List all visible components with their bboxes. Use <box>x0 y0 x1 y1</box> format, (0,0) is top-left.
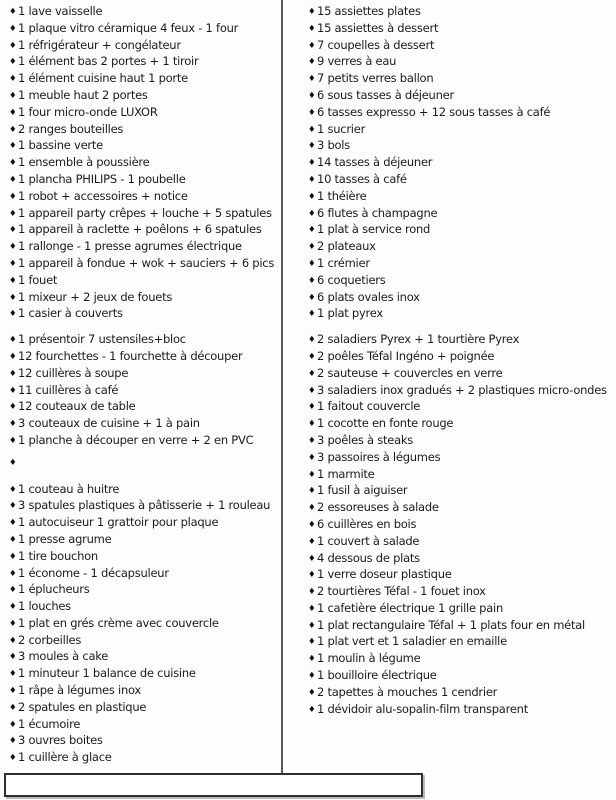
diamond-bullet-icon: ♦ <box>308 452 316 463</box>
list-item <box>9 398 282 415</box>
list-item <box>9 682 282 699</box>
list-item <box>9 497 282 514</box>
diamond-bullet-icon: ♦ <box>308 603 316 614</box>
right-column-list <box>308 3 616 717</box>
list-item-text: 15 assiettes à dessert <box>317 20 439 35</box>
diamond-bullet-icon: ♦ <box>308 519 316 530</box>
list-item-text: 12 cuillères à soupe <box>18 365 129 380</box>
list-item <box>308 466 616 483</box>
diamond-bullet-icon: ♦ <box>9 90 17 101</box>
list-item-text: 1 cocotte en fonte rouge <box>317 416 454 431</box>
list-item <box>308 3 616 20</box>
diamond-bullet-icon: ♦ <box>9 242 17 253</box>
list-item-text: 6 tasses expresso + 12 sous tasses à café <box>317 104 551 119</box>
list-item-text: 1 plat rectangulaire Téfal + 1 plats four en métal <box>317 617 585 632</box>
list-item <box>9 598 282 615</box>
list-group <box>9 3 282 322</box>
list-item-text: 1 presse agrume <box>18 531 112 546</box>
diamond-bullet-icon: ♦ <box>9 208 17 219</box>
list-item <box>9 581 282 598</box>
list-item-text: 2 ranges bouteilles <box>18 121 124 136</box>
diamond-bullet-icon: ♦ <box>308 704 316 715</box>
diamond-bullet-icon: ♦ <box>9 191 17 202</box>
list-item-text: 1 appareil party crêpes + louche + 5 spatules <box>18 205 272 220</box>
list-item <box>308 600 616 617</box>
list-item-text: 3 couteaux de cuisine + 1 à pain <box>18 416 200 431</box>
list-item <box>308 365 616 382</box>
list-item-text: 2 sauteuse + couvercles en verre <box>317 365 503 380</box>
diamond-bullet-icon: ♦ <box>308 158 316 169</box>
list-item <box>9 289 282 306</box>
list-item <box>9 221 282 238</box>
diamond-bullet-icon: ♦ <box>308 208 316 219</box>
diamond-bullet-icon: ♦ <box>308 469 316 480</box>
list-item-text: 1 fouet <box>18 272 58 287</box>
diamond-bullet-icon: ♦ <box>308 687 316 698</box>
list-item <box>9 548 282 565</box>
list-item-text: 2 tourtières Téfal - 1 fouet inox <box>317 584 486 599</box>
diamond-bullet-icon: ♦ <box>9 518 17 529</box>
list-item-text: 2 saladiers Pyrex + 1 tourtière Pyrex <box>317 332 520 347</box>
list-item-text: 3 poêles à steaks <box>317 432 414 447</box>
list-item-text: 14 tasses à déjeuner <box>317 155 433 170</box>
diamond-bullet-icon: ♦ <box>308 124 316 135</box>
list-item <box>308 255 616 272</box>
list-item <box>9 632 282 649</box>
diamond-bullet-icon: ♦ <box>308 654 316 665</box>
bottom-empty-box <box>4 773 423 797</box>
list-item <box>9 514 282 531</box>
diamond-bullet-icon: ♦ <box>9 158 17 169</box>
list-item-text: 2 essoreuses à salade <box>317 500 439 515</box>
list-item-text: 1 meuble haut 2 portes <box>18 87 148 102</box>
list-item <box>9 415 282 432</box>
diamond-bullet-icon: ♦ <box>9 385 17 396</box>
list-item-text: 1 économe - 1 décapsuleur <box>18 565 169 580</box>
list-item <box>9 331 282 348</box>
diamond-bullet-icon: ♦ <box>9 258 17 269</box>
diamond-bullet-icon: ♦ <box>308 486 316 497</box>
list-item-text: 1 plaque vitro céramique 4 feux - 1 four <box>18 20 239 35</box>
list-item-text: 2 plateaux <box>317 239 376 254</box>
list-item-text: 1 rallonge - 1 presse agrumes électrique <box>18 239 242 254</box>
list-item-text: 1 louches <box>18 599 71 614</box>
list-item-text: 9 verres à eau <box>317 54 397 69</box>
list-item-text: 1 présentoir 7 ustensiles+bloc <box>18 332 186 347</box>
list-item <box>9 432 282 449</box>
list-item <box>308 331 616 348</box>
list-item <box>308 154 616 171</box>
list-item <box>308 566 616 583</box>
list-item <box>308 53 616 70</box>
diamond-bullet-icon: ♦ <box>9 23 17 34</box>
list-item <box>308 516 616 533</box>
diamond-bullet-icon: ♦ <box>9 74 17 85</box>
diamond-bullet-icon: ♦ <box>308 402 316 413</box>
diamond-bullet-icon: ♦ <box>308 141 316 152</box>
list-item-text: 1 minuteur 1 balance de cuisine <box>18 666 196 681</box>
list-item <box>9 716 282 733</box>
list-item-text: 6 plats ovales inox <box>317 289 420 304</box>
list-item <box>308 272 616 289</box>
list-item-text: 1 éplucheurs <box>18 582 90 597</box>
diamond-bullet-icon: ♦ <box>9 686 17 697</box>
list-group <box>308 3 616 322</box>
list-item-text: 1 élément bas 2 portes + 1 tiroir <box>18 54 199 69</box>
list-item <box>308 617 616 634</box>
list-item <box>9 365 282 382</box>
list-item <box>308 398 616 415</box>
list-item-text: 1 cafetière électrique 1 grille pain <box>317 600 504 615</box>
diamond-bullet-icon: ♦ <box>308 309 316 320</box>
list-item <box>9 121 282 138</box>
diamond-bullet-icon: ♦ <box>308 553 316 564</box>
diamond-bullet-icon: ♦ <box>9 351 17 362</box>
list-item-text: 1 verre doseur plastique <box>317 567 452 582</box>
list-item <box>9 749 282 766</box>
diamond-bullet-icon: ♦ <box>308 258 316 269</box>
diamond-bullet-icon: ♦ <box>308 637 316 648</box>
list-item-text: 1 moulin à légume <box>317 651 421 666</box>
list-item <box>9 104 282 121</box>
list-item <box>9 238 282 255</box>
list-item-text: 1 autocuiseur 1 grattoir pour plaque <box>18 515 219 530</box>
list-item <box>308 137 616 154</box>
list-group <box>9 481 282 767</box>
list-item-text: 1 cuillère à glace <box>18 750 112 765</box>
diamond-bullet-icon: ♦ <box>9 702 17 713</box>
diamond-bullet-icon: ♦ <box>9 40 17 51</box>
list-item <box>308 550 616 567</box>
diamond-bullet-icon: ♦ <box>9 501 17 512</box>
list-item <box>9 382 282 399</box>
list-item <box>308 533 616 550</box>
list-item-text: 2 corbeilles <box>18 632 82 647</box>
list-item-text: 1 bassine verte <box>18 138 103 153</box>
list-item <box>9 732 282 749</box>
list-item <box>9 3 282 20</box>
diamond-bullet-icon: ♦ <box>9 402 17 413</box>
list-item-text: 1 fusil à aiguiser <box>317 483 408 498</box>
list-item <box>9 648 282 665</box>
list-item-text: 7 petits verres ballon <box>317 71 434 86</box>
list-item <box>9 205 282 222</box>
list-item <box>308 121 616 138</box>
list-item-text: 1 marmite <box>317 466 375 481</box>
list-item <box>9 699 282 716</box>
list-item-text: 1 plancha PHILIPS - 1 poubelle <box>18 171 186 186</box>
diamond-bullet-icon: ♦ <box>9 292 17 303</box>
list-item <box>9 37 282 54</box>
list-item <box>9 481 282 498</box>
diamond-bullet-icon: ♦ <box>308 671 316 682</box>
list-item <box>308 305 616 322</box>
list-item <box>308 583 616 600</box>
list-item-text: 2 tapettes à mouches 1 cendrier <box>317 684 498 699</box>
diamond-bullet-icon: ♦ <box>9 7 17 17</box>
list-item <box>308 238 616 255</box>
list-item <box>9 565 282 582</box>
list-item-text: 1 casier à couverts <box>18 306 123 321</box>
list-item-text: 3 saladiers inox gradués + 2 plastiques micro-ondes <box>317 382 607 397</box>
diamond-bullet-icon: ♦ <box>308 242 316 253</box>
list-item-text: 11 cuillères à café <box>18 382 119 397</box>
list-item-text: 1 sucrier <box>317 121 366 136</box>
list-item <box>308 20 616 37</box>
list-item-text: 1 four micro-onde LUXOR <box>18 104 158 119</box>
diamond-bullet-icon: ♦ <box>308 7 316 17</box>
list-item <box>308 499 616 516</box>
list-item <box>308 684 616 701</box>
diamond-bullet-icon: ♦ <box>9 457 17 468</box>
diamond-bullet-icon: ♦ <box>9 107 17 118</box>
list-item <box>308 348 616 365</box>
diamond-bullet-icon: ♦ <box>308 419 316 430</box>
list-item <box>9 70 282 87</box>
diamond-bullet-icon: ♦ <box>308 225 316 236</box>
list-item <box>308 449 616 466</box>
diamond-bullet-icon: ♦ <box>308 385 316 396</box>
list-item-text: 1 faitout couvercle <box>317 399 421 414</box>
diamond-bullet-icon: ♦ <box>9 335 17 346</box>
diamond-bullet-icon: ♦ <box>9 753 17 764</box>
diamond-bullet-icon: ♦ <box>308 536 316 547</box>
diamond-bullet-icon: ♦ <box>9 484 17 495</box>
list-item <box>9 348 282 365</box>
list-item-text: 1 dévidoir alu-sopalin-film transparent <box>317 701 528 716</box>
diamond-bullet-icon: ♦ <box>9 585 17 596</box>
list-group <box>9 454 282 471</box>
list-item-text: 6 sous tasses à déjeuner <box>317 87 454 102</box>
list-item <box>308 221 616 238</box>
diamond-bullet-icon: ♦ <box>308 90 316 101</box>
list-item <box>9 53 282 70</box>
list-item-text: 1 plat en grés crème avec couvercle <box>18 615 219 630</box>
diamond-bullet-icon: ♦ <box>308 40 316 51</box>
list-item-text: 1 mixeur + 2 jeux de fouets <box>18 289 173 304</box>
list-item-text: 6 flutes à champagne <box>317 205 438 220</box>
list-item-text: 1 élément cuisine haut 1 porte <box>18 71 188 86</box>
diamond-bullet-icon: ♦ <box>308 191 316 202</box>
list-item-text: 1 plat vert et 1 saladier en emaille <box>317 634 507 649</box>
diamond-bullet-icon: ♦ <box>308 587 316 598</box>
diamond-bullet-icon: ♦ <box>9 719 17 730</box>
list-item-text: 1 tire bouchon <box>18 548 98 563</box>
list-item-text: 3 passoires à légumes <box>317 449 441 464</box>
list-item <box>9 665 282 682</box>
diamond-bullet-icon: ♦ <box>308 435 316 446</box>
diamond-bullet-icon: ♦ <box>9 602 17 613</box>
diamond-bullet-icon: ♦ <box>308 570 316 581</box>
list-item <box>308 650 616 667</box>
diamond-bullet-icon: ♦ <box>308 275 316 286</box>
diamond-bullet-icon: ♦ <box>9 275 17 286</box>
list-item-text: 1 ensemble à poussière <box>18 155 150 170</box>
diamond-bullet-icon: ♦ <box>308 74 316 85</box>
diamond-bullet-icon: ♦ <box>9 669 17 680</box>
diamond-bullet-icon: ♦ <box>308 292 316 303</box>
list-item <box>308 667 616 684</box>
list-item-text: 3 ouvres boites <box>18 733 103 748</box>
list-item <box>9 531 282 548</box>
diamond-bullet-icon: ♦ <box>9 419 17 430</box>
list-item <box>308 432 616 449</box>
list-item-text: 1 écumoire <box>18 716 81 731</box>
list-item-text: 1 appareil à raclette + poêlons + 6 spatules <box>18 222 262 237</box>
diamond-bullet-icon: ♦ <box>9 534 17 545</box>
list-item-text: 1 crémier <box>317 255 370 270</box>
list-item-text: 1 réfrigérateur + congélateur <box>18 37 181 52</box>
list-item-text: 12 fourchettes - 1 fourchette à découper <box>18 348 243 363</box>
diamond-bullet-icon: ♦ <box>308 335 316 346</box>
list-item <box>9 255 282 272</box>
diamond-bullet-icon: ♦ <box>9 124 17 135</box>
list-item <box>9 454 282 471</box>
left-column-list <box>9 3 282 766</box>
list-item-text: 1 lave vaisselle <box>18 4 103 18</box>
list-item <box>308 171 616 188</box>
list-item <box>9 272 282 289</box>
list-item-text: 4 dessous de plats <box>317 550 420 565</box>
column-divider-line <box>281 0 283 774</box>
diamond-bullet-icon: ♦ <box>308 57 316 68</box>
list-item <box>308 37 616 54</box>
diamond-bullet-icon: ♦ <box>9 551 17 562</box>
list-item <box>308 633 616 650</box>
list-item <box>308 87 616 104</box>
list-group <box>308 331 616 717</box>
list-item <box>9 154 282 171</box>
list-group <box>9 331 282 449</box>
diamond-bullet-icon: ♦ <box>308 368 316 379</box>
diamond-bullet-icon: ♦ <box>308 620 316 631</box>
list-item-text: 12 couteaux de table <box>18 399 136 414</box>
list-item-text: 1 appareil à fondue + wok + sauciers + 6 pics <box>18 255 275 270</box>
list-item <box>308 188 616 205</box>
list-item-text: 7 coupelles à dessert <box>317 37 435 52</box>
list-item <box>308 70 616 87</box>
list-item-text: 15 assiettes plates <box>317 4 421 18</box>
list-item <box>308 482 616 499</box>
diamond-bullet-icon: ♦ <box>308 107 316 118</box>
diamond-bullet-icon: ♦ <box>9 568 17 579</box>
list-item-text: 1 couvert à salade <box>317 533 420 548</box>
list-item-text: 1 robot + accessoires + notice <box>18 188 188 203</box>
diamond-bullet-icon: ♦ <box>9 57 17 68</box>
list-item <box>9 305 282 322</box>
diamond-bullet-icon: ♦ <box>9 652 17 663</box>
diamond-bullet-icon: ♦ <box>9 635 17 646</box>
list-item-text: 6 cuillères en bois <box>317 516 417 531</box>
diamond-bullet-icon: ♦ <box>9 736 17 747</box>
list-item <box>308 205 616 222</box>
list-item-text: 1 planche à découper en verre + 2 en PVC <box>18 432 254 447</box>
list-item-text: 3 bols <box>317 138 350 153</box>
diamond-bullet-icon: ♦ <box>308 23 316 34</box>
diamond-bullet-icon: ♦ <box>9 435 17 446</box>
list-item <box>308 382 616 399</box>
list-item <box>308 415 616 432</box>
list-item-text: 2 poêles Téfal Ingéno + poignée <box>317 348 495 363</box>
list-item <box>9 20 282 37</box>
list-item <box>9 87 282 104</box>
list-item <box>308 701 616 718</box>
diamond-bullet-icon: ♦ <box>9 174 17 185</box>
list-item-text: 3 moules à cake <box>18 649 109 664</box>
diamond-bullet-icon: ♦ <box>9 141 17 152</box>
list-item <box>9 171 282 188</box>
list-item-text: 1 théière <box>317 188 367 203</box>
list-item-text: 1 râpe à légumes inox <box>18 683 141 698</box>
list-item-text: 1 bouilloire électrique <box>317 668 437 683</box>
list-item-text: 3 spatules plastiques à pâtisserie + 1 rouleau <box>18 498 271 513</box>
list-item <box>308 289 616 306</box>
list-item <box>9 188 282 205</box>
diamond-bullet-icon: ♦ <box>9 225 17 236</box>
list-item-text: 1 plat à service rond <box>317 222 431 237</box>
list-item <box>308 104 616 121</box>
list-item-text: 2 spatules en plastique <box>18 699 147 714</box>
list-item <box>9 137 282 154</box>
list-item-text: 10 tasses à café <box>317 171 407 186</box>
list-item-text: 1 couteau à huitre <box>18 481 120 496</box>
diamond-bullet-icon: ♦ <box>308 503 316 514</box>
diamond-bullet-icon: ♦ <box>9 309 17 320</box>
list-item <box>9 615 282 632</box>
list-item-text: 1 plat pyrex <box>317 306 383 321</box>
diamond-bullet-icon: ♦ <box>308 351 316 362</box>
diamond-bullet-icon: ♦ <box>308 174 316 185</box>
diamond-bullet-icon: ♦ <box>9 618 17 629</box>
diamond-bullet-icon: ♦ <box>9 368 17 379</box>
list-item-text: 6 coquetiers <box>317 272 386 287</box>
